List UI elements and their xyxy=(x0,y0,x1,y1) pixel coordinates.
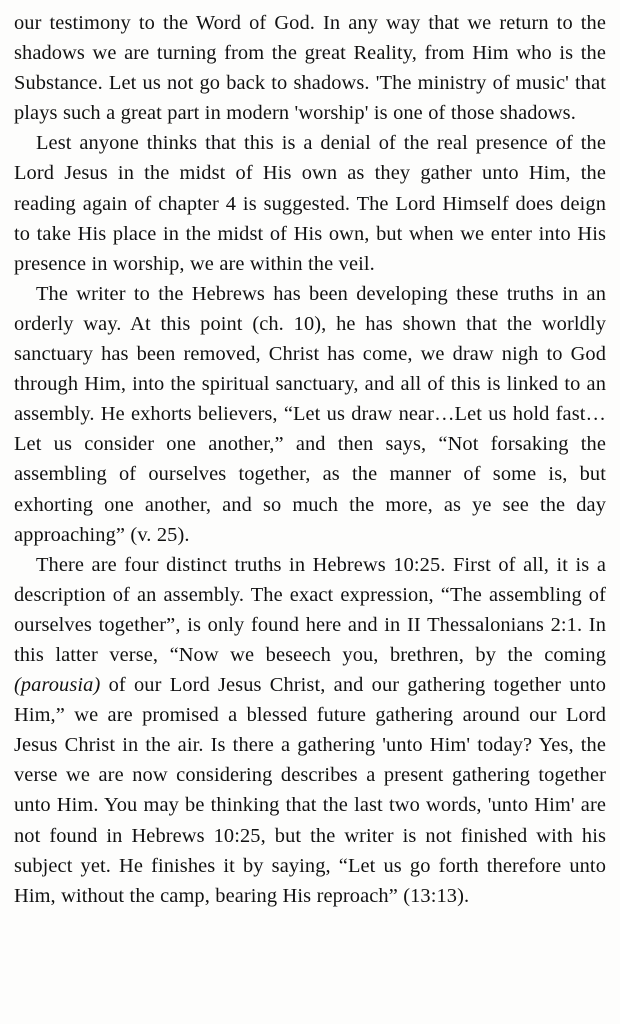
paragraph-4 xyxy=(14,550,606,911)
paragraph-1: our testimony to the Word of God. In any way that we return to the shadows we are turning from the great Reality, from Him who is the Substance. Let us not go back to shadows. 'The ministry of music' that plays such a great part in modern 'worship' is one of those shadows. xyxy=(14,12,606,125)
paragraph-4-part1: There are four distinct truths in Hebrews 10:25. First of all, it is a description of an assembly. The exact expression, “The assembling of ourselves together”, is only found here and in II Thessalonians 2:1. In this latter verse, “Now we beseech you, brethren, by the coming xyxy=(14,553,606,666)
paragraph-4-italic-term: (parousia) xyxy=(14,674,101,697)
paragraph-4-part2: of our Lord Jesus Christ, and our gathering together unto Him,” we are promised a blessed future gathering around our Lord Jesus Christ in the air. Is there a gathering 'unto Him' today? Yes, the verse we are now considering describes a present gathering together unto Him. You may be thinking that the last two words, 'unto Him' are not found in Hebrews 10:25, but the writer is not finished with his subject yet. He finishes it by saying, “Let us go forth therefore unto Him, without the camp, bearing His reproach” (13:13). xyxy=(14,674,606,907)
paragraph-2: Lest anyone thinks that this is a denial of the real presence of the Lord Jesus in the midst of His own as they gather unto Him, the reading again of chapter 4 is suggested. The Lord Himself does deign to take His place in the midst of His own, but when we enter into His presence in worship, we are within the veil. xyxy=(14,132,606,275)
paragraph-3: The writer to the Hebrews has been developing these truths in an orderly way. At this point (ch. 10), he has shown that the worldly sanctuary has been removed, Christ has come, we draw nigh to God through Him, into the spiritual sanctuary, and all of this is linked to an assembly. He exhorts believers, “Let us draw near…Let us hold fast…Let us consider one another,” and then says, “Not forsaking the assembling of ourselves together, as the manner of some is, but exhorting one another, and so much the more, as ye see the day approaching” (v. 25). xyxy=(14,282,606,546)
